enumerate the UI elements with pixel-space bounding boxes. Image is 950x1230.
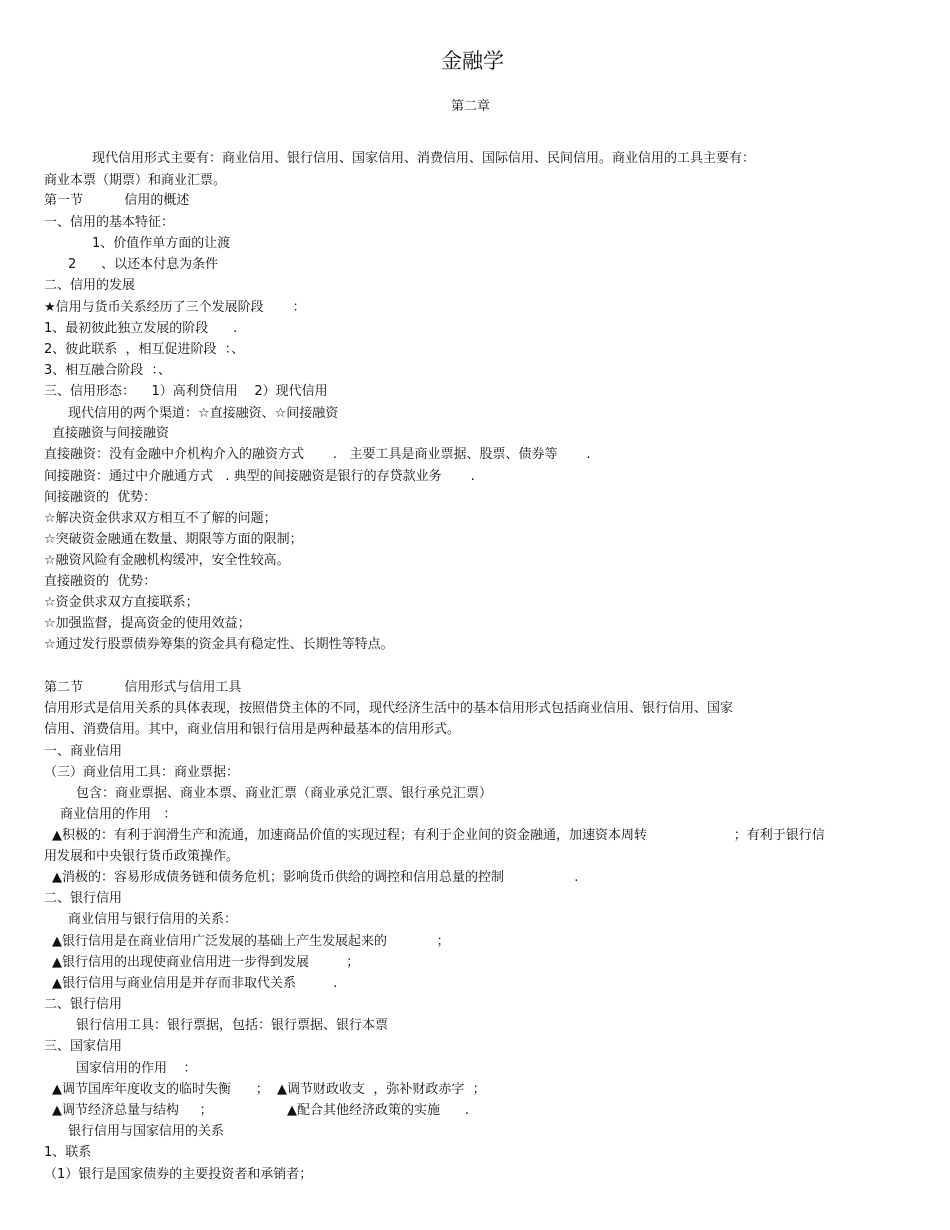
list-item: ▲银行信用与商业信用是并存而非取代关系 . (52, 976, 338, 991)
list-item: 3、相互融合阶段 ：、 (44, 363, 172, 378)
list-item: 2 、以还本付息为条件 (68, 257, 219, 272)
text-line: 直接融资：没有金融中介机构介入的融资方式 . 主要工具是商业票据、股票、债券等 . (44, 447, 591, 462)
intro-paragraph-line: 现代信用形式主要有：商业信用、银行信用、国家信用、消费信用、国际信用、民间信用。商业信用的工具主要有： (92, 151, 756, 166)
list-item: ▲银行信用的出现使商业信用进一步得到发展 ； (52, 955, 360, 970)
list-item: ☆通过发行股票债券筹集的资金具有稳定性、长期性等特点。 (44, 637, 394, 652)
list-item: ▲消极的：容易形成债务链和债务危机；影响货币供给的调控和信用总量的控制 . (52, 870, 579, 885)
text-line: 商业信用与银行信用的关系： (68, 912, 238, 927)
text-line: 银行信用工具：银行票据，包括：银行票据、银行本票 (76, 1018, 389, 1033)
list-item: 2、彼此联系 ，相互促进阶段 ：、 (44, 342, 245, 357)
list-item: ▲调节国库年度收支的临时失衡 ； ▲调节财政收支 ，弥补财政赤字 ； (52, 1082, 486, 1097)
text-line: 包含：商业票据、商业本票、商业汇票（商业承兑汇票、银行承兑汇票） (76, 786, 493, 801)
text-line: 直接融资与间接融资 (52, 426, 170, 441)
subsection-heading: 二、银行信用 (44, 997, 123, 1012)
list-item: ☆解决资金供求双方相互不了解的问题； (44, 511, 277, 526)
text-line: （三）商业信用工具：商业票据： (44, 765, 240, 780)
subsection-heading: 二、信用的发展 (44, 278, 136, 293)
subsection-heading: 二、银行信用 (44, 891, 123, 906)
list-item: ▲积极的：有利于润滑生产和流通，加速商品价值的实现过程；有利于企业间的资金融通，加速资本周转 ；有利于银行信 (52, 828, 825, 843)
section-heading: 第二节 信用形式与信用工具 (44, 680, 242, 695)
subsection-heading: 一、商业信用 (44, 744, 123, 759)
subsection-heading: 三、国家信用 (44, 1039, 123, 1054)
list-item: 1、价值作单方面的让渡 (92, 236, 231, 251)
list-item: ☆突破资金融通在数量、期限等方面的限制； (44, 532, 303, 547)
text-line: 间接融资：通过中介融通方式 . 典型的间接融资是银行的存贷款业务 . (44, 469, 475, 484)
text-line: 信用、消费信用。其中，商业信用和银行信用是两种最基本的信用形式。 (44, 722, 461, 737)
text-line: 信用形式是信用关系的具体表现，按照借贷主体的不同，现代经济生活中的基本信用形式包括商业信用、银行信用、国家 (44, 701, 734, 716)
text-line: ★信用与货币关系经历了三个发展阶段 ： (44, 300, 306, 315)
doc-title: 金融学 (441, 49, 504, 73)
list-item: ☆加强监督，提高资金的使用效益； (44, 616, 251, 631)
subsection-heading: 一、信用的基本特征： (44, 215, 175, 230)
text-line: 银行信用与国家信用的关系 (68, 1124, 225, 1139)
list-item: ☆资金供求双方直接联系； (44, 595, 199, 610)
list-item: ☆融资风险有金融机构缓冲，安全性较高。 (44, 553, 290, 568)
text-line: 现代信用的两个渠道：☆直接融资、☆间接融资 (68, 406, 339, 421)
subsection-heading: 三、信用形态： 1）高利贷信用 2）现代信用 (44, 384, 328, 399)
list-item: （1）银行是国家债券的主要投资者和承销者； (44, 1167, 313, 1182)
intro-paragraph-line: 商业本票（期票）和商业汇票。 (44, 173, 227, 188)
text-line: 直接融资的 优势： (44, 574, 157, 589)
list-item: 1、联系 (44, 1145, 92, 1160)
text-line: 国家信用的作用 ： (76, 1061, 197, 1076)
text-line: 用发展和中央银行货币政策操作。 (44, 849, 240, 864)
text-line: 商业信用的作用 ： (60, 807, 177, 822)
list-item: 1、最初彼此独立发展的阶段 . (44, 321, 238, 336)
list-item: ▲调节经济总量与结构 ； ▲配合其他经济政策的实施 . (52, 1103, 469, 1118)
section-heading: 第一节 信用的概述 (44, 193, 190, 208)
text-line: 间接融资的 优势： (44, 490, 157, 505)
chapter-heading: 第二章 (451, 99, 491, 114)
list-item: ▲银行信用是在商业信用广泛发展的基础上产生发展起来的 ； (52, 934, 450, 949)
